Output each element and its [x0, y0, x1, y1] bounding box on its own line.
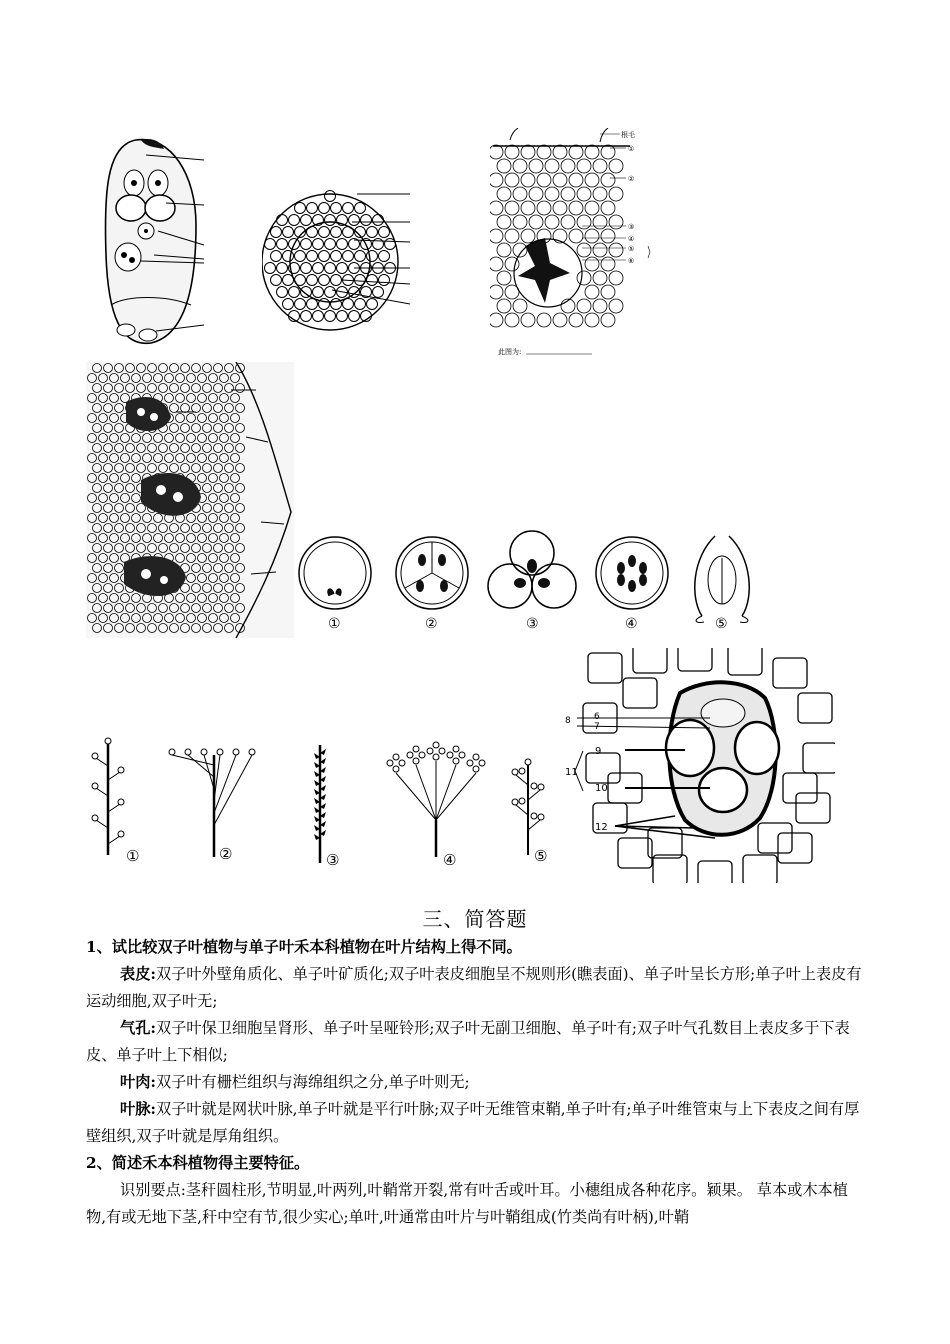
cortex-cell — [577, 243, 591, 257]
inflorescence-label-4: ④ — [443, 851, 457, 869]
tissue-cell — [343, 203, 354, 214]
cortex-cell — [505, 173, 519, 187]
section-title: 三、简答题 — [422, 907, 528, 931]
tissue-cell — [271, 251, 282, 262]
branch — [516, 775, 528, 785]
q1-mesophyll-key: 叶肉: — [120, 1073, 156, 1091]
root-label-4: ④ — [628, 235, 635, 243]
tissue-cell — [349, 215, 360, 226]
flower — [92, 783, 98, 789]
ray — [416, 765, 436, 820]
cortex-cell — [553, 201, 567, 215]
cortex-cell — [497, 243, 511, 257]
ray — [436, 765, 456, 820]
q1-stomata-paragraph — [86, 1015, 866, 1069]
cortex-cell — [521, 201, 535, 215]
tissue-cell — [277, 263, 288, 274]
tissue-cell — [313, 239, 324, 250]
tissue-cell — [331, 275, 342, 286]
flower — [512, 799, 518, 805]
cortex-cell — [521, 145, 535, 159]
tissue-cell — [277, 239, 288, 250]
cortex-cell — [601, 285, 615, 299]
tissue-cell — [373, 287, 384, 298]
cortex-cell — [497, 271, 511, 285]
cortex-cell — [569, 229, 583, 243]
parenchyma-cell — [778, 833, 812, 863]
cortex-cell — [521, 313, 535, 327]
tissue-cell — [325, 191, 336, 202]
parenchyma-cell — [588, 653, 622, 683]
pedicel — [96, 758, 108, 766]
cortex-cell — [569, 145, 583, 159]
ray — [436, 773, 476, 820]
q1-mesophyll-paragraph — [86, 1069, 866, 1096]
flower — [525, 759, 531, 765]
cortex-cell — [497, 159, 511, 173]
cortex-cell — [529, 187, 543, 201]
tissue-cell — [271, 227, 282, 238]
cortex-cell — [593, 271, 607, 285]
cortex-cell — [593, 187, 607, 201]
tissue-cell — [331, 203, 342, 214]
tissue-cell — [295, 299, 306, 310]
ovary-label-3: ③ — [526, 616, 539, 632]
vascular-bundle-figure — [565, 648, 835, 883]
cortex-cell — [529, 159, 543, 173]
ovary-types-figure — [292, 528, 752, 643]
tissue-cell — [325, 263, 336, 274]
parenchyma-cell — [633, 648, 667, 673]
umbellet-flower — [393, 754, 399, 760]
tissue-cell — [325, 215, 336, 226]
flower — [169, 749, 175, 755]
q2-paragraph: 识别要点:茎秆圆柱形,节明显,叶两列,叶鞘常开裂,常有叶舌或叶耳。小穗组成各种花序。颖果。 草本或木本植物,有或无地下茎,秆中空有节,很少实心;单叶,叶通常由叶片与叶鞘组成(竹类尚有叶柄),叶鞘 — [86, 1181, 848, 1226]
bundle-label-6: 6 — [594, 712, 600, 722]
cortex-cell — [601, 257, 615, 271]
q1-vein-text: 双子叶就是网状叶脉,单子叶就是平行叶脉;双子叶无维管束鞘,单子叶有;单子叶维管束与上下表皮之间有厚壁组织,双子叶就是厚角组织。 — [86, 1100, 860, 1145]
pedicel — [172, 755, 214, 765]
pedicel — [108, 836, 120, 844]
q1-stomata-text: 双子叶保卫细胞呈肾形、单子叶呈哑铃形;双子叶无副卫细胞、单子叶有;双子叶气孔数目上表皮多于下表皮、单子叶上下相似; — [86, 1019, 850, 1064]
pedicel — [188, 755, 214, 777]
umbellet-flower — [433, 742, 439, 748]
flower — [531, 783, 537, 789]
flower — [217, 749, 223, 755]
cortex-cell — [561, 187, 575, 201]
tissue-cell — [277, 287, 288, 298]
cortex-cell — [601, 313, 615, 327]
cortex-cell — [505, 229, 519, 243]
tissue-cell — [343, 251, 354, 262]
cortex-cell — [537, 173, 551, 187]
flower — [512, 769, 518, 775]
flower — [519, 768, 525, 774]
tissue-cell — [295, 203, 306, 214]
cortex-cell — [521, 229, 535, 243]
cortex-cell — [569, 173, 583, 187]
umbellet-flower — [473, 766, 479, 772]
umbellet-flower — [473, 754, 479, 760]
bundle-label-8: 8 — [565, 716, 571, 726]
root-cross-section-figure — [490, 128, 660, 360]
cortex-cell — [577, 187, 591, 201]
cortex-cell — [609, 187, 623, 201]
pedicel — [96, 788, 108, 796]
cortex-cell — [529, 215, 543, 229]
tissue-cell — [379, 275, 390, 286]
root-label-3: ③ — [628, 223, 635, 231]
cortex-cell — [585, 229, 599, 243]
pedicel — [108, 772, 120, 780]
tissue-cell — [373, 239, 384, 250]
tissue-cell — [271, 275, 282, 286]
root-label-6: ⑥ — [628, 257, 635, 265]
stem-section-figure — [86, 362, 296, 640]
cortex-cell — [601, 145, 615, 159]
tissue-cell — [301, 311, 312, 322]
umbellet-flower — [393, 766, 399, 772]
cortex-cell — [553, 173, 567, 187]
cortex-cell — [505, 145, 519, 159]
cortex-cell — [593, 299, 607, 313]
umbellet-flower — [407, 752, 413, 758]
flower — [118, 767, 124, 773]
cortex-cell — [569, 201, 583, 215]
tissue-cell — [289, 215, 300, 226]
umbellet-flower — [459, 752, 465, 758]
tissue-cell — [283, 227, 294, 238]
umbellet-flower — [453, 758, 459, 764]
q1-epidermis-paragraph — [86, 961, 866, 1015]
cortex-cell — [585, 173, 599, 187]
parenchyma-cell — [678, 648, 712, 671]
cortex-cell — [577, 159, 591, 173]
cortex-cell — [513, 215, 527, 229]
tissue-cell — [307, 275, 318, 286]
tissue-cell — [355, 299, 366, 310]
flower — [118, 831, 124, 837]
q1-stomata-key: 气孔: — [120, 1019, 156, 1037]
cortex-cell — [609, 243, 623, 257]
cortex-cell — [490, 201, 503, 215]
ray — [396, 773, 436, 820]
cortex-cell — [537, 145, 551, 159]
cortex-cell — [561, 159, 575, 173]
cortex-cell — [545, 187, 559, 201]
cortex-cell — [561, 215, 575, 229]
cortex-cell — [513, 299, 527, 313]
cortex-cell — [497, 187, 511, 201]
cortex-cell — [585, 257, 599, 271]
cortex-cell — [609, 159, 623, 173]
tissue-cell — [361, 215, 372, 226]
flower — [185, 749, 191, 755]
inflorescence-label-3: ③ — [326, 851, 340, 869]
tissue-cell — [331, 227, 342, 238]
tissue-cell — [265, 263, 276, 274]
parenchyma-cell — [773, 658, 807, 688]
parenchyma-cell — [796, 793, 830, 823]
cortex-cell — [577, 299, 591, 313]
tissue-cell — [301, 239, 312, 250]
branch — [516, 805, 528, 815]
tissue-cell — [283, 299, 294, 310]
tissue-cell — [379, 227, 390, 238]
tissue-cell — [277, 215, 288, 226]
cortex-cell — [490, 145, 503, 159]
ovary-label-2: ② — [425, 616, 438, 632]
tissue-cell — [325, 287, 336, 298]
umbellet-flower — [453, 746, 459, 752]
tissue-cell — [289, 287, 300, 298]
umbellet-flower — [419, 752, 425, 758]
parenchyma-cell — [758, 823, 792, 853]
cortex-cell — [609, 271, 623, 285]
tissue-cell — [313, 263, 324, 274]
tissue-cell — [307, 203, 318, 214]
bundle-label-12: 12 — [595, 822, 608, 833]
answers-body — [86, 934, 866, 1231]
root-label-5: ⑤ — [628, 245, 635, 253]
parenchyma-cell — [653, 855, 687, 883]
parenchyma-cell — [618, 838, 652, 868]
flower — [531, 813, 537, 819]
cortex-cell — [490, 173, 503, 187]
cortex-cell — [490, 257, 503, 271]
tissue-cell — [379, 251, 390, 262]
q1-epidermis-key: 表皮: — [120, 965, 156, 983]
tissue-cell — [367, 227, 378, 238]
tissue-cell — [331, 251, 342, 262]
tissue-cell — [355, 251, 366, 262]
cortex-cell — [537, 201, 551, 215]
parenchyma-cell — [783, 773, 817, 803]
cortex-cell — [553, 313, 567, 327]
umbellet-flower — [479, 760, 485, 766]
umbellet-flower — [467, 760, 473, 766]
flower — [233, 749, 239, 755]
cortex-cell — [505, 201, 519, 215]
cortex-cell — [513, 187, 527, 201]
tissue-cell — [349, 311, 360, 322]
pedicel — [204, 755, 214, 789]
cell-cluster-figure — [262, 180, 412, 355]
pedicel — [96, 820, 108, 828]
cortex-cell — [593, 215, 607, 229]
ovary-label-4: ④ — [625, 616, 638, 632]
tissue-cell — [295, 251, 306, 262]
ovary-label-5: ⑤ — [715, 616, 728, 632]
root-label-2: ② — [628, 175, 635, 183]
umbellet-flower — [387, 760, 393, 766]
flower — [92, 815, 98, 821]
parenchyma-cell — [728, 648, 762, 675]
cortex-cell — [513, 159, 527, 173]
cortex-cell — [577, 271, 591, 285]
parenchyma-cell — [623, 678, 657, 708]
tissue-cell — [319, 203, 330, 214]
tissue-cell — [319, 227, 330, 238]
umbellet-flower — [447, 752, 453, 758]
bundle-label-10: 10 — [595, 783, 608, 794]
cortex-cell — [609, 215, 623, 229]
tissue-cell — [367, 299, 378, 310]
branch — [528, 790, 540, 800]
umbellet-flower — [413, 758, 419, 764]
q1-mesophyll-text: 双子叶有栅栏组织与海绵组织之分,单子叶则无; — [155, 1073, 470, 1091]
parenchyma-cell — [743, 855, 777, 883]
flower — [118, 799, 124, 805]
tissue-cell — [337, 263, 348, 274]
cortex-cell — [601, 229, 615, 243]
umbellet-flower — [427, 748, 433, 754]
flower — [538, 814, 544, 820]
inflorescence-label-5: ⑤ — [534, 847, 548, 865]
cortex-cell — [585, 145, 599, 159]
tissue-cell — [307, 251, 318, 262]
cortex-cell — [569, 313, 583, 327]
root-hair-label: 根毛 — [621, 131, 635, 139]
cortex-cell — [537, 313, 551, 327]
parenchyma-cell — [586, 753, 620, 783]
cortex-cell — [490, 229, 503, 243]
umbellet-flower — [439, 748, 445, 754]
cortex-cell — [490, 285, 503, 299]
tissue-cell — [337, 239, 348, 250]
cortex-cell — [593, 159, 607, 173]
pedicel — [108, 804, 120, 812]
tissue-cell — [337, 311, 348, 322]
flower — [249, 749, 255, 755]
flower — [538, 784, 544, 790]
cortex-cell — [553, 145, 567, 159]
question-2-title: 2、简述禾本科植物得主要特征。 — [86, 1154, 310, 1172]
cortex-cell — [585, 313, 599, 327]
bundle-label-9: 9 — [595, 746, 602, 757]
cortex-cell — [577, 215, 591, 229]
cortex-cell — [490, 313, 503, 327]
embryo-sac-figure — [96, 135, 208, 350]
cortex-cell — [601, 173, 615, 187]
pedicel — [214, 755, 252, 825]
cortex-cell — [585, 285, 599, 299]
parenchyma-cell — [698, 861, 732, 883]
tissue-cell — [319, 275, 330, 286]
tissue-cell — [313, 311, 324, 322]
root-label-1: ① — [628, 145, 635, 153]
tissue-cell — [325, 239, 336, 250]
ovary-label-1: ① — [328, 616, 341, 632]
cortex-cell — [505, 313, 519, 327]
inflorescence-label-1: ① — [126, 847, 140, 865]
tissue-cell — [373, 215, 384, 226]
umbellet-flower — [433, 754, 439, 760]
q1-vein-key: 叶脉: — [120, 1100, 156, 1118]
flower — [201, 749, 207, 755]
inflorescence-label-2: ② — [219, 845, 233, 863]
inflorescence-figure — [86, 735, 566, 875]
q1-vein-paragraph — [86, 1096, 866, 1150]
cortex-cell — [593, 243, 607, 257]
tissue-cell — [355, 203, 366, 214]
umbellet-flower — [399, 760, 405, 766]
tissue-cell — [313, 287, 324, 298]
flower — [519, 798, 525, 804]
cortex-cell — [545, 215, 559, 229]
flower — [92, 753, 98, 759]
cortex-cell — [521, 173, 535, 187]
parenchyma-cell — [803, 743, 835, 773]
bundle-label-7: 7 — [594, 722, 600, 732]
root-caption: 此图为: — [498, 348, 522, 356]
tissue-cell — [301, 215, 312, 226]
cortex-cell — [497, 299, 511, 313]
cortex-cell — [545, 159, 559, 173]
tissue-cell — [301, 263, 312, 274]
question-1-title: 1、试比较双子叶植物与单子叶禾本科植物在叶片结构上得不同。 — [86, 938, 522, 956]
tissue-cell — [325, 311, 336, 322]
cortex-cell — [585, 201, 599, 215]
branch — [528, 820, 540, 830]
tissue-cell — [319, 251, 330, 262]
parenchyma-cell — [798, 693, 832, 723]
cortex-cell — [601, 201, 615, 215]
umbellet-flower — [413, 746, 419, 752]
bundle-label-11: 11 — [565, 767, 578, 778]
cortex-cell — [609, 299, 623, 313]
cortex-cell — [497, 215, 511, 229]
q1-epidermis-text: 双子叶外壁角质化、单子叶矿质化;双子叶表皮细胞呈不规则形(瞧表面)、单子叶呈长方形;单子叶上表皮有运动细胞,双子叶无; — [86, 965, 862, 1010]
cortex-cell — [513, 243, 527, 257]
